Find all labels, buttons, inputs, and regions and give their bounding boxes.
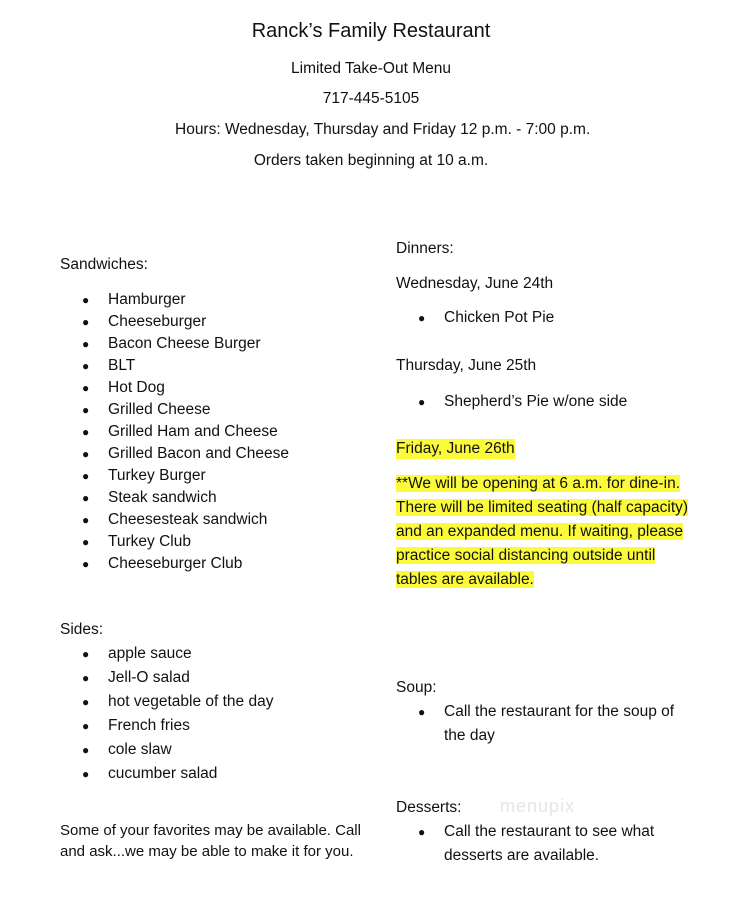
sandwich-item: ● Turkey Club [60, 531, 289, 553]
restaurant-title: Ranck’s Family Restaurant [251, 20, 491, 42]
sandwich-item: ● Steak sandwich [60, 487, 289, 509]
side-item: ● Jell-O salad [60, 666, 273, 690]
sandwich-item: ● Bacon Cheese Burger [60, 333, 289, 355]
thursday-dinner-item: ● Shepherd’s Pie w/one side [396, 391, 627, 413]
side-item: ● apple sauce [60, 642, 273, 666]
soup-heading: Soup: [396, 679, 437, 696]
sandwich-item: ● Turkey Burger [60, 465, 289, 487]
soup-item: ● Call the restaurant for the soup of the day [396, 700, 696, 748]
wednesday-date: Wednesday, June 24th [396, 275, 554, 292]
sandwich-item: ● Cheesesteak sandwich [60, 509, 289, 531]
menupix-watermark: menupix [500, 796, 576, 816]
desserts-heading: Desserts: [396, 799, 462, 816]
phone-number: 717-445-5105 [322, 90, 420, 107]
friday-notice-text: **We will be opening at 6 a.m. for dine-in. There will be limited seating (half capacity) and an expanded menu. If waiting, please practice social distancing outside until tables are available. [396, 475, 689, 588]
sandwich-item: ● Grilled Bacon and Cheese [60, 443, 289, 465]
wednesday-dinner-item: ● Chicken Pot Pie [396, 307, 554, 329]
orders-line: Orders taken beginning at 10 a.m. [253, 152, 489, 169]
sandwich-item: ● Hamburger [60, 289, 289, 311]
dinners-heading: Dinners: [396, 240, 454, 257]
hours-line: Hours: Wednesday, Thursday and Friday 12 p.m. - 7:00 p.m. [175, 121, 591, 138]
friday-date: Friday, June 26th [396, 440, 515, 457]
side-item: ● French fries [60, 714, 273, 738]
thursday-date: Thursday, June 25th [396, 357, 537, 374]
sandwich-item: ● BLT [60, 355, 289, 377]
desserts-item: ● Call the restaurant to see what desserts are available. [396, 820, 696, 868]
desserts-list [396, 820, 696, 868]
sandwich-item: ● Grilled Cheese [60, 399, 289, 421]
thursday-list [396, 391, 627, 413]
menu-subtitle: Limited Take-Out Menu [291, 60, 451, 77]
sandwich-item: ● Grilled Ham and Cheese [60, 421, 289, 443]
sandwich-item: ● Hot Dog [60, 377, 289, 399]
sandwich-item: ● Cheeseburger Club [60, 553, 289, 575]
side-item: ● cucumber salad [60, 762, 273, 786]
soup-list [396, 700, 696, 748]
sides-heading: Sides: [60, 621, 104, 638]
side-item: ● cole slaw [60, 738, 273, 762]
sandwich-item: ● Cheeseburger [60, 311, 289, 333]
sides-list [60, 642, 273, 786]
side-item: ● hot vegetable of the day [60, 690, 273, 714]
sandwiches-list [60, 289, 289, 575]
friday-notice [396, 472, 696, 592]
wednesday-list [396, 307, 554, 329]
sandwiches-heading: Sandwiches: [60, 256, 148, 273]
favorites-note: Some of your favorites may be available. Call and ask...we may be able to make it for you. [60, 822, 361, 860]
